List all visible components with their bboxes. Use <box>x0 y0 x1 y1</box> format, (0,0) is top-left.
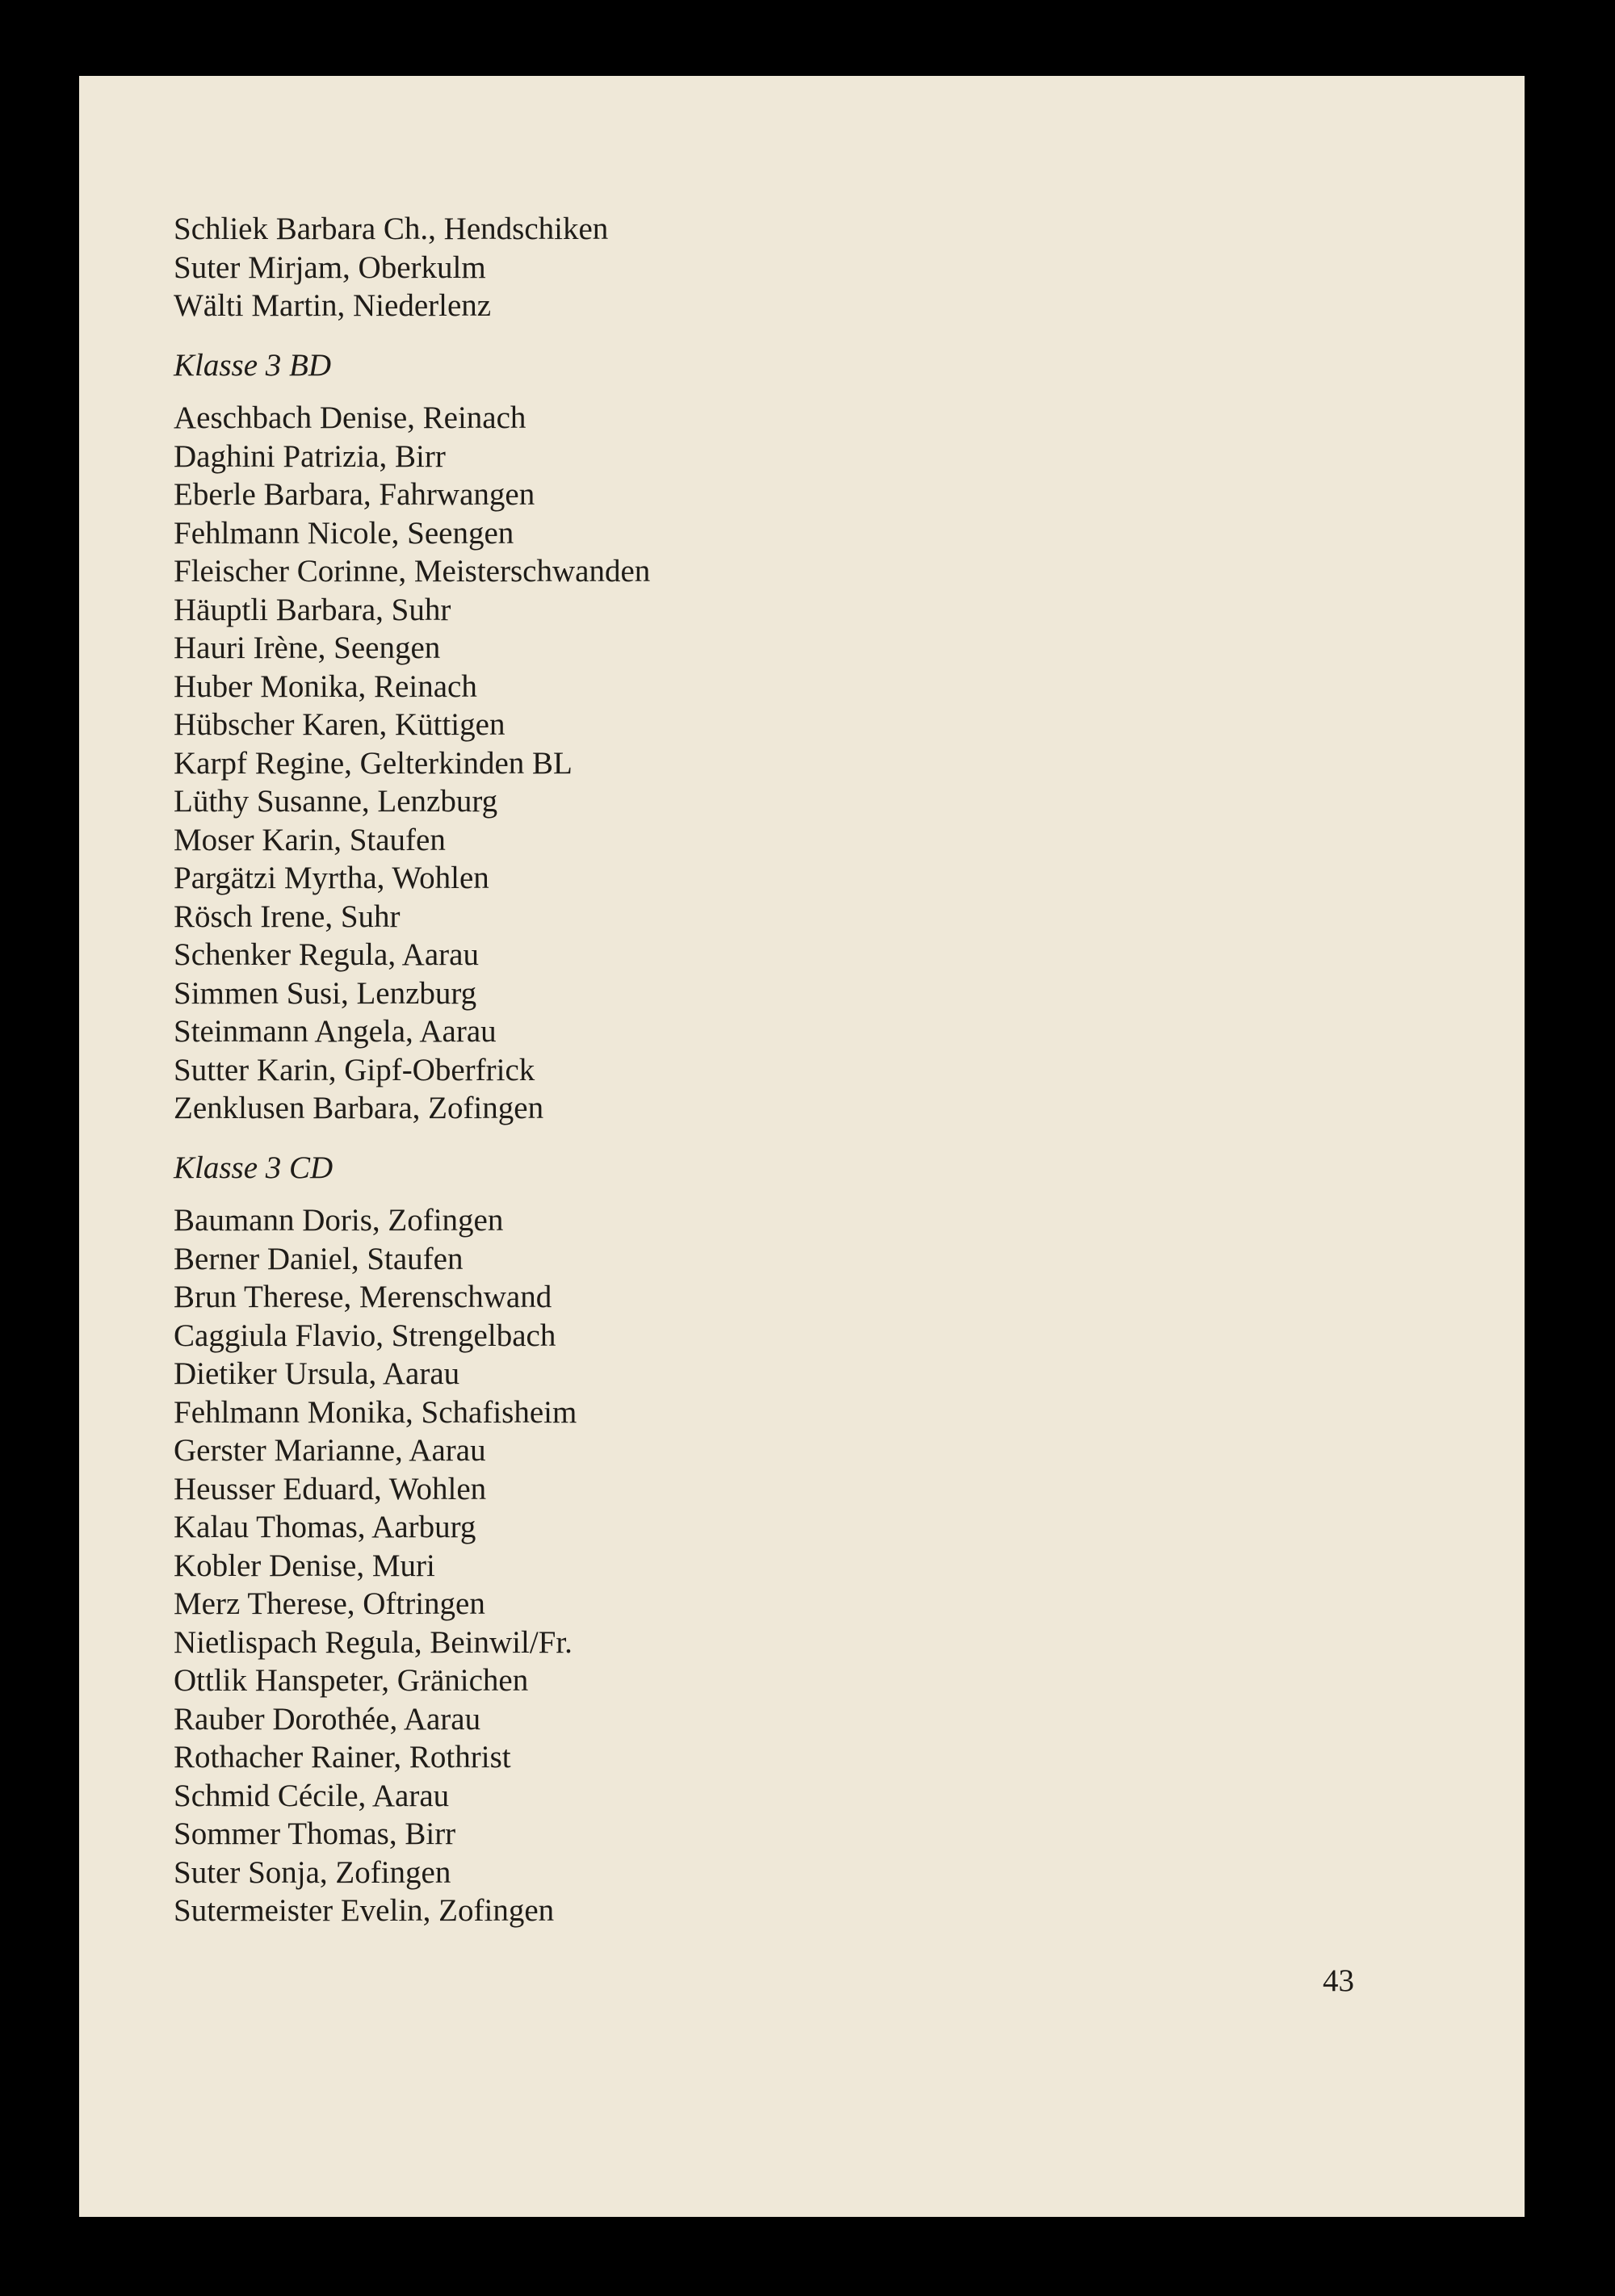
list-item: Kobler Denise, Muri <box>174 1548 435 1583</box>
list-item: Baumann Doris, Zofingen <box>174 1203 504 1238</box>
page-number: 43 <box>1323 1963 1354 1998</box>
list-item: Zenklusen Barbara, Zofingen <box>174 1091 544 1125</box>
continued-student-list <box>174 210 1062 325</box>
list-item: Daghini Patrizia, Birr <box>174 438 446 474</box>
list-item: Pargätzi Myrtha, Wohlen <box>174 861 489 895</box>
list-item: Heusser Eduard, Wohlen <box>174 1471 487 1506</box>
list-item: Berner Daniel, Staufen <box>174 1241 464 1276</box>
list-item: Hübscher Karen, Küttigen <box>174 707 505 742</box>
list-item: Caggiula Flavio, Strengelbach <box>174 1318 556 1353</box>
student-list <box>174 210 1062 1930</box>
list-item: Fehlmann Nicole, Seengen <box>174 515 514 551</box>
list-item: Gerster Marianne, Aarau <box>174 1433 486 1468</box>
list-item: Aeschbach Denise, Reinach <box>174 400 526 435</box>
list-item: Steinmann Angela, Aarau <box>174 1014 497 1049</box>
list-item: Karpf Regine, Gelterkinden BL <box>174 745 573 781</box>
list-item: Eberle Barbara, Fahrwangen <box>174 477 535 512</box>
list-item: Schliek Barbara Ch., Hendschiken <box>174 212 609 246</box>
list-item: Dietiker Ursula, Aarau <box>174 1356 460 1391</box>
list-item: Fleischer Corinne, Meisterschwanden <box>174 554 651 589</box>
document-page <box>79 76 1525 2217</box>
list-item: Suter Mirjam, Oberkulm <box>174 249 486 285</box>
list-item: Brun Therese, Merenschwand <box>174 1280 552 1314</box>
list-item: Hauri Irène, Seengen <box>174 631 441 665</box>
list-item: Simmen Susi, Lenzburg <box>174 975 477 1011</box>
list-item: Rösch Irene, Suhr <box>174 899 401 934</box>
class-3cd-student-list <box>174 1201 1062 1930</box>
list-item: Ottlik Hanspeter, Gränichen <box>174 1663 529 1698</box>
list-item: Nietlispach Regula, Beinwil/Fr. <box>174 1624 573 1660</box>
class-heading-3bd: Klasse 3 BD <box>174 347 331 383</box>
class-heading-3cd: Klasse 3 CD <box>174 1150 333 1185</box>
list-item: Kalau Thomas, Aarburg <box>174 1510 476 1544</box>
list-item: Rothacher Rainer, Rothrist <box>174 1740 511 1774</box>
list-item: Häuptli Barbara, Suhr <box>174 592 451 627</box>
class-3bd-student-list <box>174 399 1062 1128</box>
list-item: Sutter Karin, Gipf-Oberfrick <box>174 1052 535 1087</box>
list-item: Suter Sonja, Zofingen <box>174 1854 451 1890</box>
list-item: Schenker Regula, Aarau <box>174 937 479 972</box>
list-item: Sutermeister Evelin, Zofingen <box>174 1893 555 1928</box>
list-item: Schmid Cécile, Aarau <box>174 1778 450 1813</box>
list-item: Rauber Dorothée, Aarau <box>174 1701 481 1737</box>
list-item: Huber Monika, Reinach <box>174 668 477 704</box>
list-item: Lüthy Susanne, Lenzburg <box>174 784 498 819</box>
list-item: Moser Karin, Staufen <box>174 822 446 857</box>
list-item: Sommer Thomas, Birr <box>174 1816 456 1851</box>
list-item: Merz Therese, Oftringen <box>174 1586 485 1621</box>
list-item: Wälti Martin, Niederlenz <box>174 288 492 323</box>
list-item: Fehlmann Monika, Schafisheim <box>174 1394 577 1430</box>
